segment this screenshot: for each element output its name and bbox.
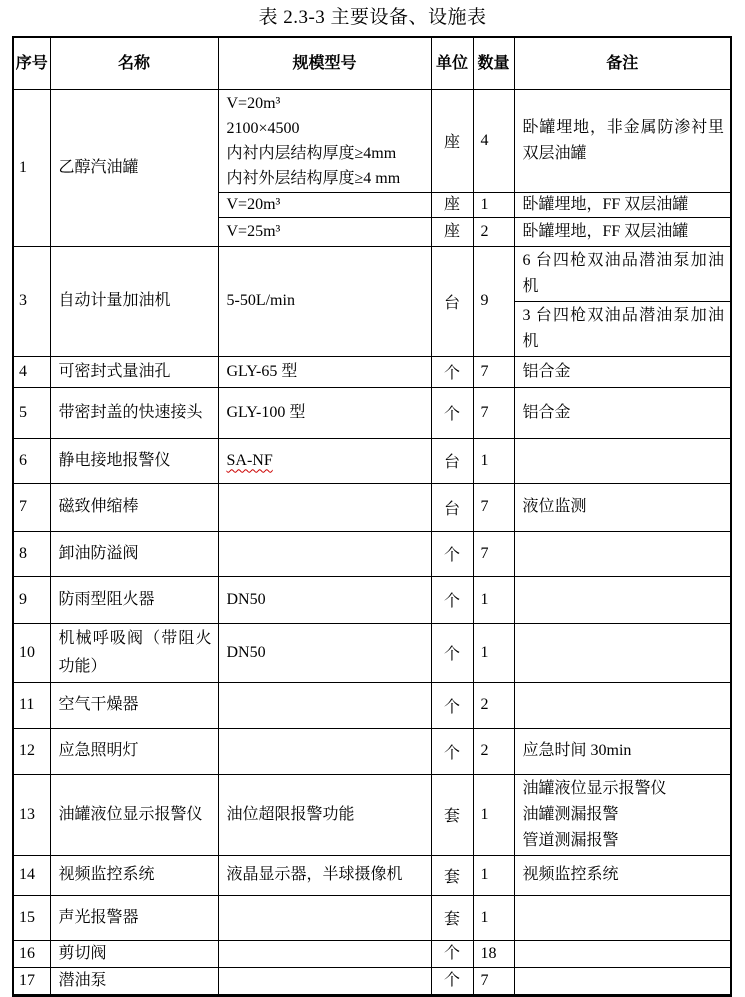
- cell-spec: GLY-100 型: [218, 387, 431, 438]
- cell-qty: 1: [473, 623, 514, 682]
- cell-spec: [218, 967, 431, 995]
- cell-spec: V=25m³: [218, 217, 431, 246]
- cell-qty: 1: [473, 438, 514, 483]
- table-row: [13, 356, 731, 387]
- table-row: [13, 576, 731, 623]
- cell-no: 16: [13, 940, 50, 967]
- cell-name: 潜油泵: [50, 967, 218, 995]
- cell-remark: [514, 895, 731, 940]
- header-spec: 规模型号: [218, 37, 431, 89]
- cell-remark: 6 台四枪双油品潜油泵加油机: [514, 246, 731, 301]
- cell-spec: 5-50L/min: [218, 246, 431, 356]
- spec-line: 内衬内层结构厚度≥4mm: [226, 144, 397, 162]
- cell-spec: V=20m³: [218, 192, 431, 217]
- doc-title: 表 2.3-3 主要设备、设施表: [258, 7, 487, 28]
- cell-unit: 套: [431, 855, 473, 895]
- cell-no: 6: [13, 438, 50, 483]
- spec-line: 内衬外层结构厚度≥4 mm: [226, 169, 401, 187]
- cell-qty: 2: [473, 728, 514, 774]
- cell-no: 7: [13, 483, 50, 531]
- cell-spec: [218, 895, 431, 940]
- header-remark: 备注: [514, 37, 731, 89]
- cell-qty: 4: [473, 89, 514, 192]
- cell-name: 自动计量加油机: [50, 246, 218, 356]
- table-row: [13, 438, 731, 483]
- cell-no: 8: [13, 531, 50, 576]
- header-no: 序号: [13, 37, 50, 89]
- cell-qty: 7: [473, 356, 514, 387]
- cell-no: 9: [13, 576, 50, 623]
- cell-name: 应急照明灯: [50, 728, 218, 774]
- cell-spec: [218, 483, 431, 531]
- spec-line: V=20m³: [226, 94, 281, 112]
- cell-remark: [514, 438, 731, 483]
- cell-qty: 1: [473, 774, 514, 855]
- cell-remark: 卧罐埋地，FF 双层油罐: [514, 217, 731, 246]
- cell-unit: 台: [431, 438, 473, 483]
- cell-qty: 9: [473, 246, 514, 356]
- cell-spec: [218, 89, 431, 192]
- cell-name: 油罐液位显示报警仪: [50, 774, 218, 855]
- table-header-row: [13, 37, 731, 89]
- cell-unit: 座: [431, 89, 473, 192]
- cell-name: 卸油防溢阀: [50, 531, 218, 576]
- cell-spec: [218, 682, 431, 728]
- table-row: [13, 483, 731, 531]
- cell-qty: 1: [473, 192, 514, 217]
- cell-remark: [514, 531, 731, 576]
- cell-no: 11: [13, 682, 50, 728]
- cell-unit: 个: [431, 356, 473, 387]
- cell-unit: 套: [431, 774, 473, 855]
- table-row: [13, 387, 731, 438]
- cell-unit: 座: [431, 217, 473, 246]
- cell-qty: 2: [473, 217, 514, 246]
- table-row: [13, 855, 731, 895]
- cell-no: 13: [13, 774, 50, 855]
- cell-name: 防雨型阻火器: [50, 576, 218, 623]
- table-row: [13, 940, 731, 967]
- header-qty: 数量: [473, 37, 514, 89]
- cell-name: 静电接地报警仪: [50, 438, 218, 483]
- cell-spec: DN50: [218, 623, 431, 682]
- table-row: [13, 895, 731, 940]
- cell-remark: [514, 774, 731, 855]
- cell-remark: [514, 940, 731, 967]
- cell-qty: 1: [473, 576, 514, 623]
- cell-remark: 视频监控系统: [514, 855, 731, 895]
- cell-qty: 7: [473, 483, 514, 531]
- table-row: [13, 728, 731, 774]
- cell-no: 5: [13, 387, 50, 438]
- cell-name: 声光报警器: [50, 895, 218, 940]
- cell-spec: [218, 531, 431, 576]
- cell-qty: 7: [473, 531, 514, 576]
- cell-spec: [218, 940, 431, 967]
- cell-unit: 个: [431, 728, 473, 774]
- cell-unit: 座: [431, 192, 473, 217]
- spec-line-list: [227, 91, 425, 191]
- cell-qty: 18: [473, 940, 514, 967]
- cell-unit: 台: [431, 246, 473, 356]
- cell-qty: 7: [473, 967, 514, 995]
- spec-line: 2100×4500: [226, 119, 300, 137]
- cell-name: 乙醇汽油罐: [50, 89, 218, 246]
- cell-no: 14: [13, 855, 50, 895]
- cell-spec: 液晶显示器，半球摄像机: [218, 855, 431, 895]
- cell-no: 4: [13, 356, 50, 387]
- cell-unit: 个: [431, 623, 473, 682]
- cell-no: 12: [13, 728, 50, 774]
- header-name: 名称: [50, 37, 218, 89]
- cell-remark: 铝合金: [514, 356, 731, 387]
- equipment-table: [12, 36, 732, 997]
- table-row: [13, 623, 731, 682]
- cell-qty: 1: [473, 855, 514, 895]
- cell-spec: GLY-65 型: [218, 356, 431, 387]
- cell-remark: [514, 623, 731, 682]
- cell-spec: 油位超限报警功能: [218, 774, 431, 855]
- cell-remark: 铝合金: [514, 387, 731, 438]
- remark-line-list: [523, 776, 725, 854]
- cell-no: 1: [13, 89, 50, 246]
- table-row: [13, 774, 731, 855]
- remark-line: 油罐测漏报警: [522, 805, 619, 823]
- cell-unit: 个: [431, 682, 473, 728]
- cell-name: 空气干燥器: [50, 682, 218, 728]
- cell-unit: 个: [431, 387, 473, 438]
- cell-qty: 1: [473, 895, 514, 940]
- cell-name: 可密封式量油孔: [50, 356, 218, 387]
- table-row: [13, 246, 731, 301]
- cell-qty: 2: [473, 682, 514, 728]
- cell-no: 10: [13, 623, 50, 682]
- table-row: [13, 531, 731, 576]
- cell-no: 3: [13, 246, 50, 356]
- cell-remark: [514, 682, 731, 728]
- cell-unit: 台: [431, 483, 473, 531]
- cell-remark: 卧罐埋地，FF 双层油罐: [514, 192, 731, 217]
- cell-remark: [514, 967, 731, 995]
- cell-name: 带密封盖的快速接头: [50, 387, 218, 438]
- cell-no: 17: [13, 967, 50, 995]
- header-unit: 单位: [431, 37, 473, 89]
- cell-spec: [218, 728, 431, 774]
- spellcheck-underlined-text: SA-NF: [226, 451, 273, 469]
- cell-unit: 套: [431, 895, 473, 940]
- cell-unit: 个: [431, 940, 473, 967]
- cell-unit: 个: [431, 576, 473, 623]
- table-row: [13, 89, 731, 192]
- table-row: [13, 682, 731, 728]
- cell-remark: 卧罐埋地，非金属防渗衬里双层油罐: [514, 89, 731, 192]
- cell-remark: [514, 576, 731, 623]
- remark-line: 油罐液位显示报警仪: [522, 779, 667, 797]
- cell-remark: 液位监测: [514, 483, 731, 531]
- cell-unit: 个: [431, 531, 473, 576]
- cell-name: 剪切阀: [50, 940, 218, 967]
- cell-qty: 7: [473, 387, 514, 438]
- cell-spec: DN50: [218, 576, 431, 623]
- table-row: [13, 967, 731, 995]
- cell-name: 磁致伸缩棒: [50, 483, 218, 531]
- cell-name: 视频监控系统: [50, 855, 218, 895]
- cell-remark: 应急时间 30min: [514, 728, 731, 774]
- remark-line: 管道测漏报警: [522, 831, 619, 849]
- cell-name: 机械呼吸阀（带阻火功能）: [50, 623, 218, 682]
- cell-no: 15: [13, 895, 50, 940]
- cell-unit: 个: [431, 967, 473, 995]
- cell-remark: 3 台四枪双油品潜油泵加油机: [514, 301, 731, 356]
- cell-spec: [218, 438, 431, 483]
